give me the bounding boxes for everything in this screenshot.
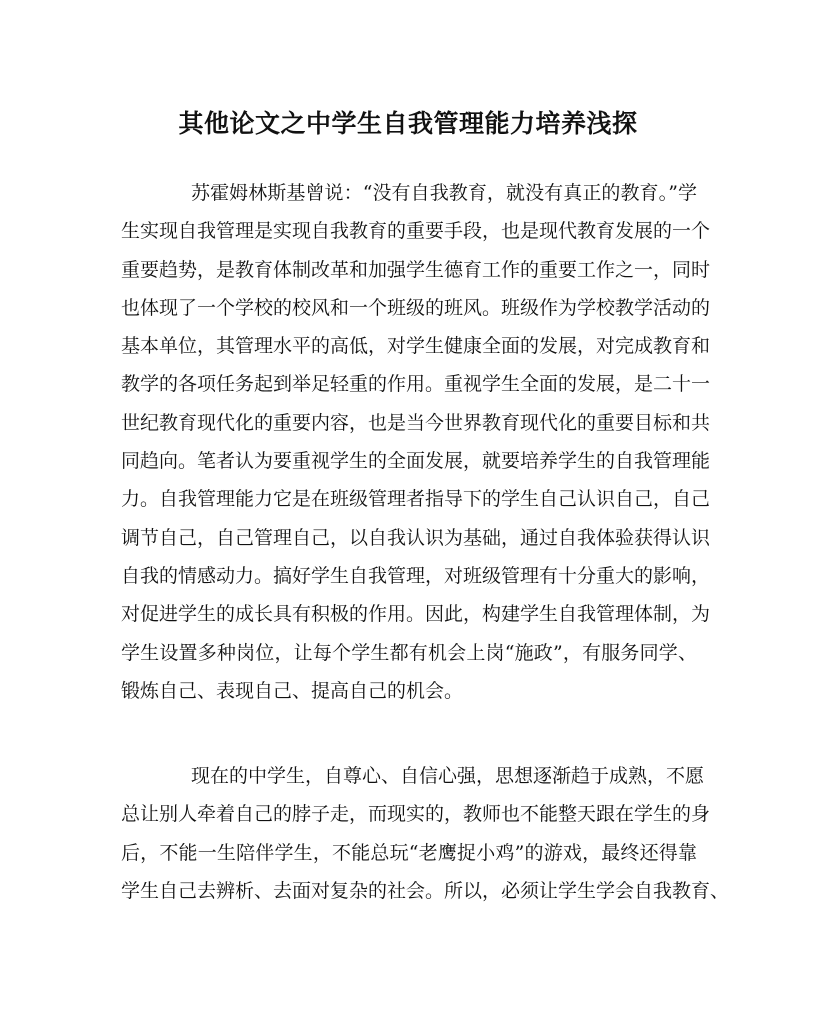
paragraph-line: 对促进学生的成长具有积极的作用。因此，构建学生自我管理体制，为 (121, 603, 711, 626)
paragraph-line: 基本单位，其管理水平的高低，对学生健康全面的发展，对完成教育和 (121, 335, 711, 358)
paragraph-line: 力。自我管理能力它是在班级管理者指导下的学生自己认识自己，自己 (121, 488, 711, 511)
paragraph-line: 教学的各项任务起到举足轻重的作用。重视学生全面的发展，是二十一 (121, 373, 711, 396)
paragraph-line: 后，不能一生陪伴学生，不能总玩“老鹰捉小鸡”的游戏，最终还得靠 (121, 841, 697, 864)
paragraph-1 (121, 174, 711, 710)
paragraph-line: 世纪教育现代化的重要内容，也是当今世界教育现代化的重要目标和共 (121, 411, 711, 434)
paragraph-line: 重要趋势，是教育体制改革和加强学生德育工作的重要工作之一，同时 (121, 258, 711, 281)
paragraph-2 (121, 757, 730, 910)
paragraph-line: 调节自己，自己管理自己，以自我认识为基础，通过自我体验获得认识 (121, 526, 711, 549)
paragraph-line: 自我的情感动力。搞好学生自我管理，对班级管理有十分重大的影响， (121, 564, 711, 587)
paragraph-line: 锻炼自己、表现自己、提高自己的机会。 (121, 679, 464, 702)
paragraph-line: 学生自己去辨析、去面对复杂的社会。所以，必须让学生学会自我教育、 (121, 879, 730, 902)
paragraph-line: 学生设置多种岗位，让每个学生都有机会上岗“施政”，有服务同学、 (121, 641, 697, 664)
paragraph-line: 生实现自我管理是实现自我教育的重要手段，也是现代教育发展的一个 (121, 220, 711, 243)
paragraph-line: 现在的中学生，自尊心、自信心强，思想逐渐趋于成熟，不愿 (191, 765, 705, 787)
paragraph-line: 同趋向。笔者认为要重视学生的全面发展，就要培养学生的自我管理能 (121, 450, 711, 473)
paragraph-line: 苏霍姆林斯基曾说：“没有自我教育，就没有真正的教育。”学 (191, 182, 697, 204)
paragraph-line: 也体现了一个学校的校风和一个班级的班风。班级作为学校教学活动的 (121, 296, 711, 319)
document-title: 其他论文之中学生自我管理能力培养浅探 (178, 109, 638, 138)
paragraph-line: 总让别人牵着自己的脖子走，而现实的，教师也不能整天跟在学生的身 (121, 803, 711, 826)
